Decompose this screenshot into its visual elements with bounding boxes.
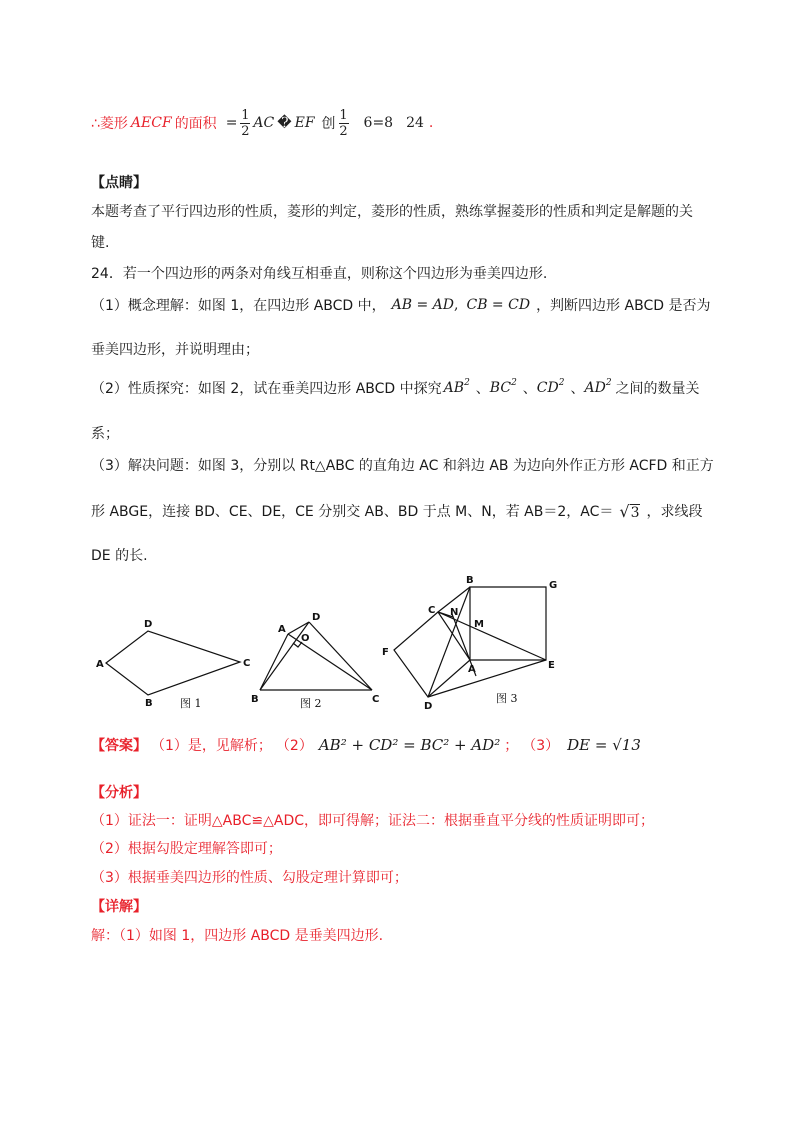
geometry-figures <box>0 560 800 720</box>
fig2-label-d: D <box>312 612 321 623</box>
part-2-prefix: （2）性质探究：如图 2，试在垂美四边形 ABCD 中探究 <box>91 381 442 397</box>
term-ad-squared: $AD^2$ <box>584 378 612 396</box>
part-3-prefix: 形 ABGE，连接 BD、CE、DE，CE 分别交 AB、BD 于点 M、N，若 AB＝2，AC＝ <box>91 504 614 520</box>
dianjing-line-2: 键. <box>91 235 110 251</box>
fig3-label-f: F <box>382 647 389 658</box>
result-term: 24 <box>406 115 424 131</box>
part-2-suffix: 之间的数量关 <box>615 381 700 397</box>
fraction-denominator: 2 <box>241 123 250 139</box>
fig3-square-acfd <box>394 612 470 697</box>
area-formula-line <box>91 106 433 140</box>
problem-part-1-line-2: 垂美四边形，并说明理由； <box>91 342 259 358</box>
problem-part-3-line-2 <box>91 494 702 528</box>
fig2-label-c: C <box>372 694 380 705</box>
separator: 、 <box>522 381 537 397</box>
analysis-heading: 【分析】 <box>91 785 147 801</box>
garbled-glyph: � <box>277 115 292 131</box>
answer-part-2-label: （2） <box>275 738 313 754</box>
fig2-label-o: O <box>301 633 310 644</box>
fig1-label-a: A <box>96 659 104 670</box>
product-term: 6=8 <box>363 115 394 131</box>
fraction-numerator: 1 <box>339 107 348 123</box>
term-ab-squared: $AB^2$ <box>443 378 470 396</box>
fraction-half-2 <box>339 108 349 139</box>
term-cd-squared: $CD^2$ <box>536 378 565 396</box>
part-1-prefix: （1）概念理解：如图 1，在四边形 ABCD 中， <box>91 298 386 314</box>
fig2-caption: 图 2 <box>300 697 322 710</box>
problem-part-3-line-1: （3）解决问题：如图 3，分别以 Rt△ABC 的直角边 AC 和斜边 AB 为边向外作正方形 ACFD 和正方 <box>91 458 714 474</box>
fig1-quadrilateral <box>106 631 240 695</box>
cb-equals-cd: CB = CD <box>466 297 531 313</box>
fig1-label-d: D <box>144 619 153 630</box>
answer-part-1: （1）是，见解析； <box>151 738 272 754</box>
period: . <box>428 115 434 131</box>
answer-part-2-equation: AB² + CD² = BC² + AD² <box>318 736 501 754</box>
part-1-suffix: ，判断四边形 ABCD 是否为 <box>536 298 711 314</box>
problem-part-1 <box>91 288 710 322</box>
therefore-label: ∴菱形 <box>91 116 128 132</box>
fraction-numerator: 1 <box>241 107 250 123</box>
quad-name: AECF <box>130 115 172 131</box>
detail-heading: 【详解】 <box>91 899 147 915</box>
figure-3 <box>394 587 546 697</box>
equals-sign: = <box>225 115 238 131</box>
term-bc-squared: $BC^2$ <box>489 378 517 396</box>
fig3-label-n: N <box>450 607 459 618</box>
answer-heading: 【答案】 <box>91 738 147 754</box>
ef-term: EF <box>294 115 315 131</box>
detail-line-1: 解：（1）如图 1，四边形 ABCD 是垂美四边形. <box>91 928 384 944</box>
part-3-suffix: ，求线段 <box>646 504 703 520</box>
fig3-label-d: D <box>424 701 433 712</box>
problem-part-2 <box>91 371 700 405</box>
analysis-item-1: （1）证法一：证明△ABC≌△ADC，即可得解；证法二：根据垂直平分线的性质证明即可； <box>91 813 655 829</box>
answer-line <box>91 728 641 762</box>
dianjing-line-1: 本题考查了平行四边形的性质，菱形的判定，菱形的性质，熟练掌握菱形的性质和判定是解题的关 <box>91 204 693 220</box>
fig3-label-a: A <box>468 664 476 675</box>
problem-part-3-line-3: DE 的长. <box>91 548 148 564</box>
math-comma: , <box>454 297 459 313</box>
fraction-denominator: 2 <box>339 123 348 139</box>
fig2-label-b: B <box>251 694 259 705</box>
ac-term: AC <box>253 115 275 131</box>
fig3-label-g: G <box>549 580 558 591</box>
figure-1 <box>106 631 240 695</box>
fig1-label-b: B <box>145 698 153 709</box>
fig3-label-e: E <box>548 660 555 671</box>
fig2-side-dc <box>309 622 372 690</box>
separator: 、 <box>475 381 490 397</box>
fig1-caption: 图 1 <box>180 697 202 710</box>
analysis-item-2: （2）根据勾股定理解答即可； <box>91 841 282 857</box>
fig3-label-c: C <box>428 605 436 616</box>
ab-equals-ad: AB = AD <box>391 297 455 313</box>
answer-separator: ； <box>504 738 519 754</box>
fraction-half <box>240 108 250 139</box>
problem-part-2-line-2: 系； <box>91 426 119 442</box>
answer-part-3-equation: DE = √13 <box>567 736 641 754</box>
garbled-char: 创 <box>321 116 336 132</box>
fig3-caption: 图 3 <box>496 692 518 705</box>
sqrt-three: √ 3 <box>619 501 640 521</box>
fig3-label-b: B <box>466 575 474 586</box>
answer-part-3-label: （3） <box>522 738 560 754</box>
figure-2 <box>260 622 372 690</box>
fig3-segment-de <box>428 660 546 697</box>
fig2-label-a: A <box>278 624 286 635</box>
problem-intro: 24．若一个四边形的两条对角线互相垂直，则称这个四边形为垂美四边形. <box>91 266 548 282</box>
analysis-item-3: （3）根据垂美四边形的性质、勾股定理计算即可； <box>91 870 408 886</box>
fig2-side-ba <box>260 634 288 690</box>
area-label: 的面积 <box>174 116 217 132</box>
separator: 、 <box>570 381 585 397</box>
fig3-label-m: M <box>474 619 484 630</box>
fig1-label-c: C <box>243 658 251 669</box>
dianjing-heading: 【点睛】 <box>91 175 147 191</box>
